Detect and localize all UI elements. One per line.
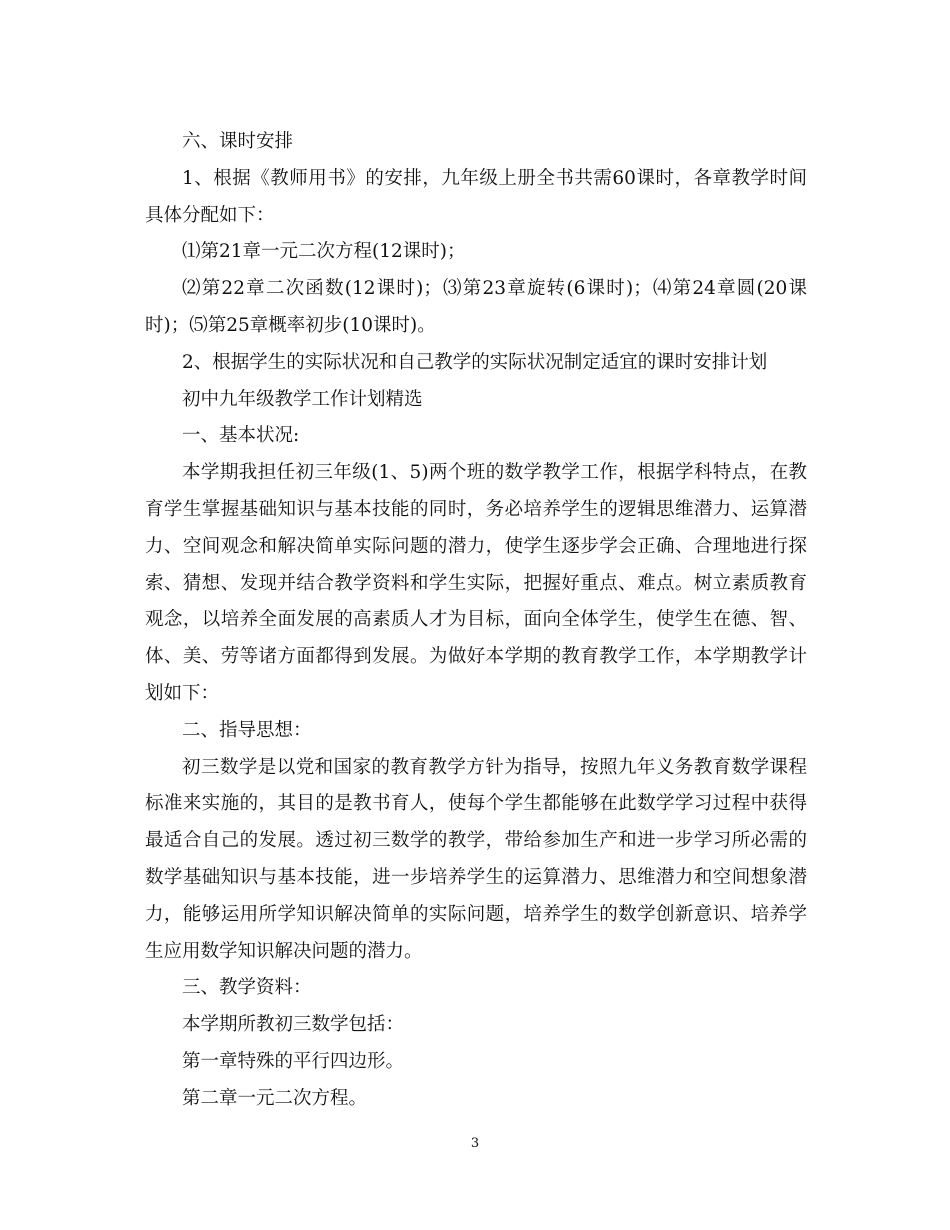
document-body (145, 124, 807, 1118)
document-subtitle: 初中九年级教学工作计划精选 (182, 388, 423, 410)
section-heading-guiding: 二、指导思想： (182, 719, 312, 741)
paragraph: 2、根据学生的实际状况和自己教学的实际状况制定适宜的课时安排计划 (182, 351, 768, 373)
paragraph: 本学期我担任初三年级(1、5)两个班的数学教学工作，根据学科特点，在教育学生掌握基础知识与基本技能的同时，务必培养学生的逻辑思维潜力、运算潜力、空间观念和解决简单实际问题的潜力，使学生逐步学会正确、合理地进行探索、猜想、发现并结合教学资料和学生实际，把握好重点、难点。树立素质教育观念，以培养全面发展的高素质人才为目标，面向全体学生，使学生在德、智、体、美、劳等诸方面都得到发展。为做好本学期的教育教学工作，本学期教学计划如下： (145, 462, 807, 704)
paragraph: 初三数学是以党和国家的教育教学方针为指导，按照九年义务教育数学课程标准来实施的，其目的是教书育人，使每个学生都能够在此数学学习过程中获得最适合自己的发展。透过初三数学的教学，带给参加生产和进一步学习所必需的数学基础知识与基本技能，进一步培养学生的运算潜力、思维潜力和空间想象潜力，能够运用所学知识解决简单的实际问题，培养学生的数学创新意识、培养学生应用数学知识解决问题的潜力。 (145, 756, 807, 962)
section-heading-schedule: 六、课时安排 (182, 131, 294, 152)
section-heading-materials: 三、教学资料： (182, 977, 312, 999)
paragraph: 本学期所教初三数学包括： (182, 1014, 405, 1036)
section-heading-basic: 一、基本状况: (182, 425, 300, 447)
list-item: 第二章一元二次方程。 (182, 1087, 368, 1109)
list-item: ⑴第21章一元二次方程(12课时)； (182, 241, 466, 263)
list-item: 第一章特殊的平行四边形。 (182, 1050, 405, 1072)
page-number: 3 (470, 1136, 480, 1151)
list-item: ⑵第22章二次函数(12课时)；⑶第23章旋转(6课时)；⑷第24章圆(20课时)；⑸第25章概率初步(10课时)。 (145, 278, 807, 336)
paragraph: 1、根据《教师用书》的安排，九年级上册全书共需60课时，各章教学时间具体分配如下： (145, 167, 807, 226)
